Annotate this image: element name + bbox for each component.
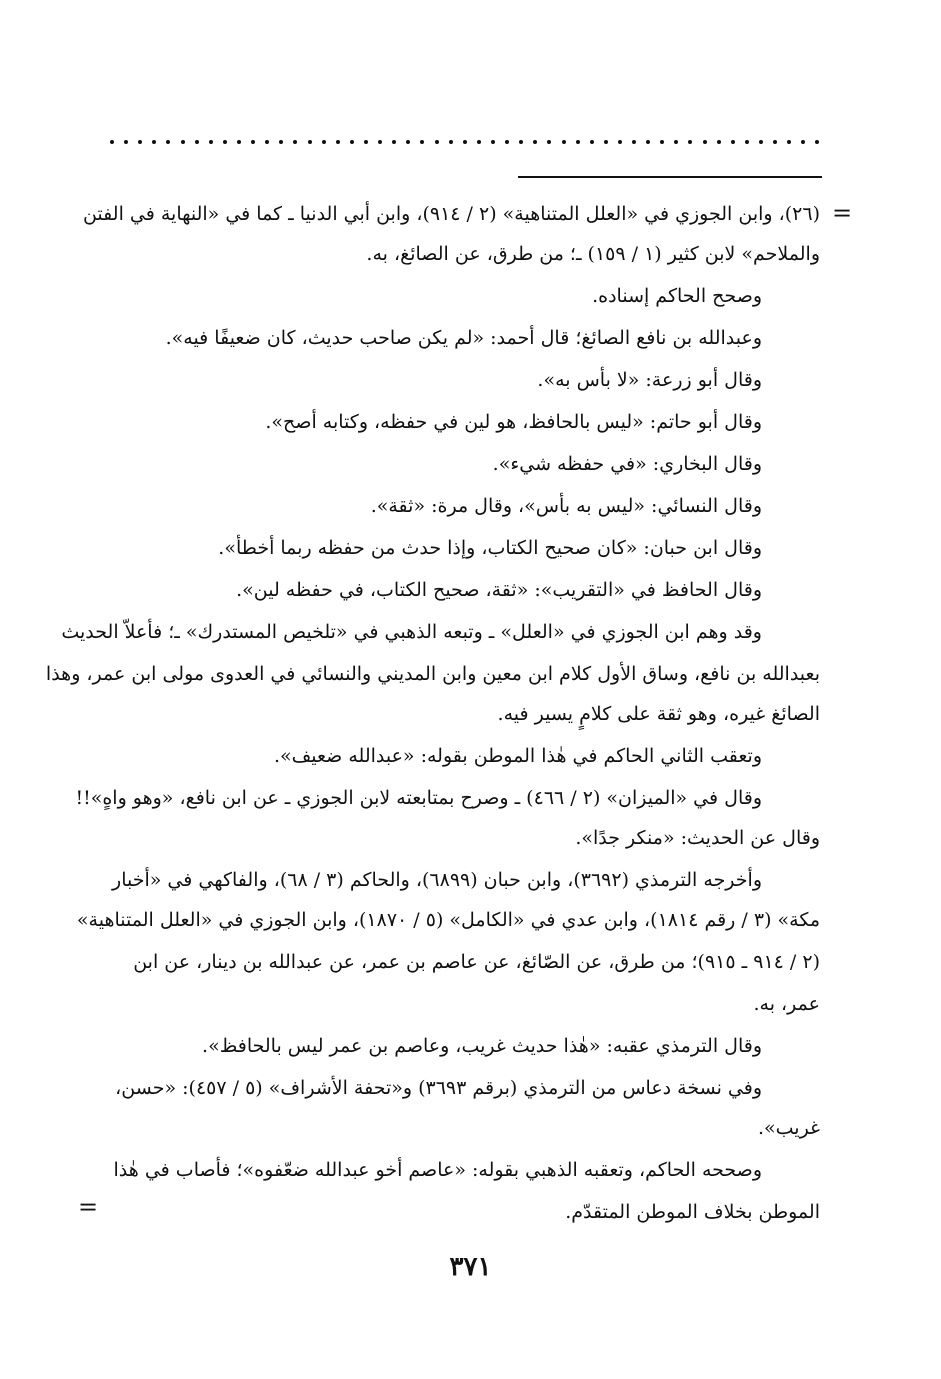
separator-dot — [477, 140, 481, 144]
footnote-rule — [518, 176, 822, 178]
text-line: وقال أبو زرعة: «لا بأس به». — [537, 369, 762, 391]
separator-dot — [519, 140, 523, 144]
text-line: وقد وهم ابن الجوزي في «العلل» ـ وتبعه الذهبي في «تلخيص المستدرك» ـ؛ فأعلاّ الحديث — [61, 621, 762, 643]
separator-dot — [576, 140, 580, 144]
text-line: عمر، به. — [753, 993, 820, 1015]
separator-dot — [336, 140, 340, 144]
text-line: الصائغ غيره، وهو ثقة على كلامٍ يسير فيه. — [497, 703, 820, 725]
separator-dot — [110, 140, 114, 144]
separator-dot — [562, 140, 566, 144]
separator-dot — [308, 140, 312, 144]
separator-dot — [406, 140, 410, 144]
separator-dot — [209, 140, 213, 144]
separator-dot — [237, 140, 241, 144]
separator-dot — [181, 140, 185, 144]
separator-dot — [759, 140, 763, 144]
text-line: (٢٦)، وابن الجوزي في «العلل المتناهية» (٢ / ٩١٤)، وابن أبي الدنيا ـ كما في «النهاية في الفتن — [82, 203, 820, 225]
separator-dots — [110, 132, 820, 152]
text-line: وقال النسائي: «ليس به بأس»، وقال مرة: «ثقة». — [370, 495, 762, 517]
separator-dot — [491, 140, 495, 144]
separator-dot — [745, 140, 749, 144]
separator-dot — [688, 140, 692, 144]
separator-dot — [787, 140, 791, 144]
text-line: وعبدالله بن نافع الصائغ؛ قال أحمد: «لم يكن صاحب حديث، كان ضعيفًا فيه». — [165, 327, 762, 349]
separator-dot — [801, 140, 805, 144]
separator-dot — [731, 140, 735, 144]
text-line: غريب». — [757, 1117, 820, 1139]
separator-dot — [195, 140, 199, 144]
separator-dot — [632, 140, 636, 144]
separator-dot — [703, 140, 707, 144]
separator-dot — [420, 140, 424, 144]
separator-dot — [350, 140, 354, 144]
separator-dot — [773, 140, 777, 144]
text-line: والملاحم» لابن كثير (١ / ١٥٩) ـ؛ من طرق، عن الصائغ، به. — [366, 243, 820, 265]
continuation-mark-top: = — [832, 199, 853, 227]
text-line: وقال الترمذي عقبه: «هٰذا حديث غريب، وعاصم بن عمر ليس بالحافظ». — [202, 1035, 762, 1057]
text-line: وقال في «الميزان» (٢ / ٤٦٦) ـ وصرح بمتابعته لابن الجوزي ـ عن ابن نافع، «وهو واهٍ»!! — [75, 787, 762, 809]
separator-dot — [435, 140, 439, 144]
separator-dot — [138, 140, 142, 144]
text-line: بعبدالله بن نافع، وساق الأول كلام ابن معين وابن المديني والنسائي في العدوى مولى ابن عمر، وهذا — [45, 663, 820, 685]
separator-dot — [293, 140, 297, 144]
separator-dot — [449, 140, 453, 144]
separator-dot — [463, 140, 467, 144]
text-line: وأخرجه الترمذي (٣٦٩٢)، وابن حبان (٦٨٩٩)، والحاكم (٣ / ٦٨)، والفاكهي في «أخبار — [112, 869, 762, 891]
separator-dot — [590, 140, 594, 144]
text-line: وقال عن الحديث: «منكر جدًا». — [575, 827, 820, 849]
page-number: ٣٧١ — [449, 1252, 492, 1282]
separator-dot — [815, 140, 819, 144]
separator-dot — [660, 140, 664, 144]
separator-dot — [152, 140, 156, 144]
separator-dot — [674, 140, 678, 144]
text-line: وصحح الحاكم إسناده. — [592, 285, 762, 307]
separator-dot — [124, 140, 128, 144]
separator-dot — [166, 140, 170, 144]
text-line: وتعقب الثاني الحاكم في هٰذا الموطن بقوله: «عبدالله ضعيف». — [273, 745, 762, 767]
text-line: وقال الحافظ في «التقريب»: «ثقة، صحيح الكتاب، في حفظه لين». — [236, 579, 762, 601]
separator-dot — [265, 140, 269, 144]
separator-dot — [251, 140, 255, 144]
text-line: (٢ / ٩١٤ ـ ٩١٥)؛ من طرق، عن الصّائغ، عن عاصم بن عمر، عن عبدالله بن دينار، عن ابن — [133, 951, 820, 973]
separator-dot — [505, 140, 509, 144]
text-line: مكة» (٣ / رقم ١٨١٤)، وابن عدي في «الكامل» (٥ / ١٨٧٠)، وابن الجوزي في «العلل المتناهية» — [76, 909, 820, 931]
separator-dot — [533, 140, 537, 144]
continuation-mark-bottom: = — [78, 1193, 99, 1221]
separator-dot — [618, 140, 622, 144]
separator-dot — [322, 140, 326, 144]
separator-dot — [378, 140, 382, 144]
text-line: وفي نسخة دعاس من الترمذي (برقم ٣٦٩٣) و«تحفة الأشراف» (٥ / ٤٥٧): «حسن، — [115, 1077, 762, 1099]
separator-dot — [547, 140, 551, 144]
text-line: وصححه الحاكم، وتعقبه الذهبي بقوله: «عاصم أخو عبدالله ضعّفوه»؛ فأصاب في هٰذا — [113, 1159, 762, 1181]
separator-dot — [364, 140, 368, 144]
separator-dot — [392, 140, 396, 144]
separator-dot — [717, 140, 721, 144]
text-line: وقال البخاري: «في حفظه شيء». — [492, 453, 762, 475]
separator-dot — [279, 140, 283, 144]
separator-dot — [646, 140, 650, 144]
separator-dot — [223, 140, 227, 144]
text-line: الموطن بخلاف الموطن المتقدّم. — [565, 1201, 820, 1223]
text-line: وقال ابن حبان: «كان صحيح الكتاب، وإذا حدث من حفظه ربما أخطأ». — [218, 537, 762, 559]
separator-dot — [604, 140, 608, 144]
text-line: وقال أبو حاتم: «ليس بالحافظ، هو لين في حفظه، وكتابه أصح». — [265, 411, 762, 433]
